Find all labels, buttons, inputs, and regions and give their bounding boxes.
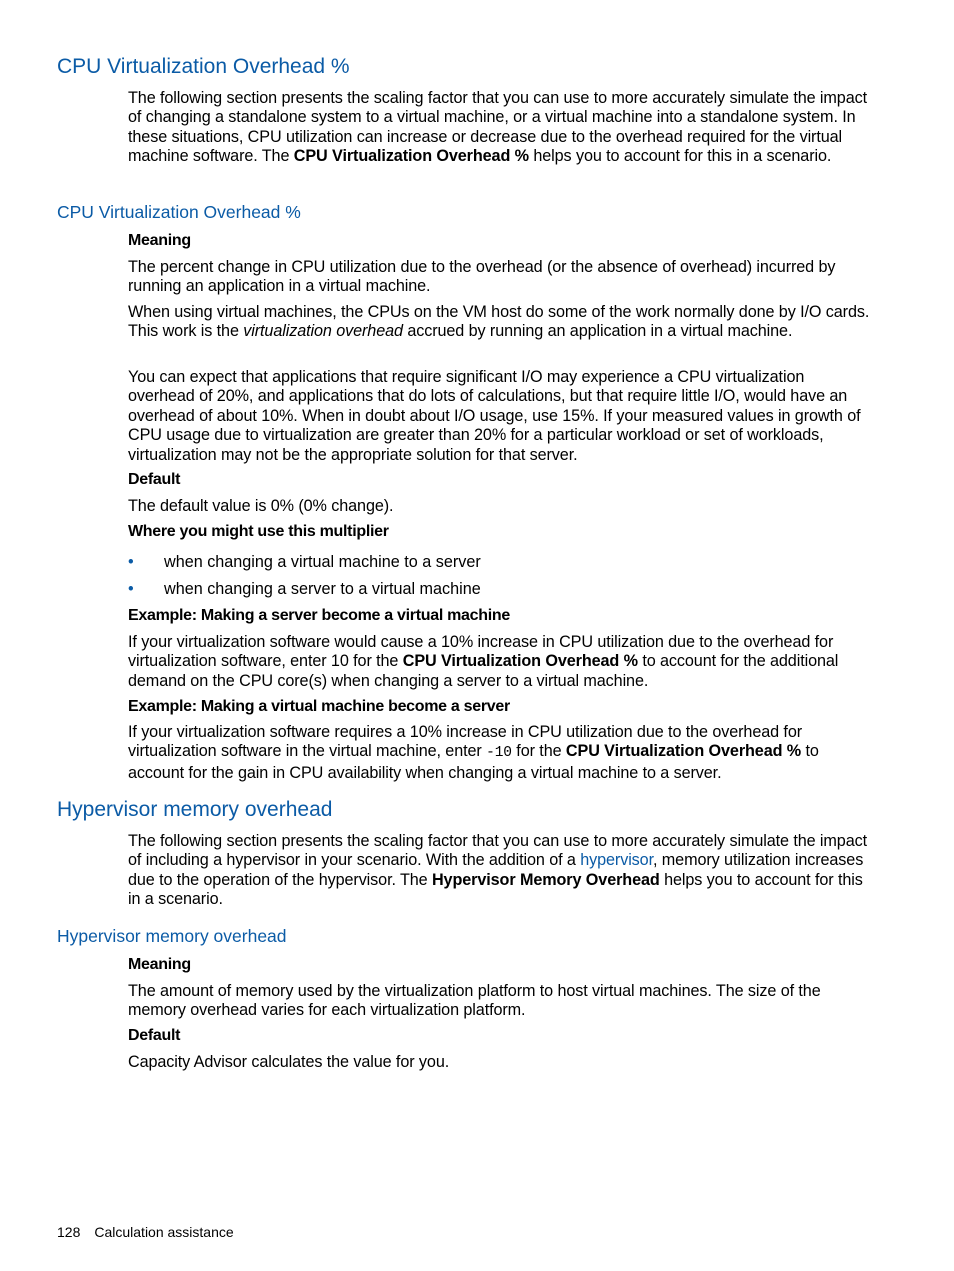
meaning-paragraph-3: You can expect that applications that require significant I/O may experience a CPU virtualization overhead of 20%, and applications that do lots of calculations, but that require little I/O, would have an overhead of about 10%. When in doubt about I/O usage, use 15%. If your measured values in growth of CPU usage due to virtualization are greater than 20% for a particular workload or set of workloads, virtualization may not be the appropriate solution for that server.: [128, 368, 861, 464]
example1-paragraph: If your virtualization software would cause a 10% increase in CPU utilization due to the overhead for virtualization software, enter 10 for the CPU Virtualization Overhead % to account for the additional demand on the CPU core(s) when changing a server to a virtual machine.: [128, 633, 839, 690]
hypervisor-link[interactable]: hypervisor: [580, 851, 653, 870]
document-page: CPU Virtualization Overhead % The following section presents the scaling factor that you can use to more accurately simulate the impact of changing a standalone system to a virtual machine, or a virtual machine into a standalone system. In these situations, CPU utilization can increase or decrease due to the overhead required for the virtual machine software. The CPU Virtualization Overhead % helps you to account for this in a scenario. CPU Virtualization Overhead % Meaning The percent change in CPU utilization due to the overhead (or the absence of overhead) incurred by running an application in a virtual machine. When using virtual machines, the CPUs on the VM host do some of the work normally done by I/O cards. This work is the virtualization overhead accrued by running an application in a virtual machine. You can expect that applications that require significant I/O may experience a CPU virtualization overhead of 20%, and applications that do lots of calculations, but that require little I/O, would have an overhead of about 10%. When in doubt about I/O usage, use 15%. If your measured values in growth of CPU usage due to virtualization are greater than 20% for a particular workload or set of workloads, virtualization may not be the appropriate solution for that server. Default The default value is 0% (0% change). Where you might use this multiplier • when changing a virtual machine to a server • when changing a server to a virtual machine Example: Making a server become a virtual machine If your virtualization software would cause a 10% increase in CPU utilization due to the overhead for virtualization software, enter 10 for the CPU Virtualization Overhead % to account for the additional demand on the CPU core(s) when changing a server to a virtual machine. Example: Making a virtual machine become a server If your virtualization software requires a 10% increase in CPU utilization due to the overhead for virtualization software in the virtual machine, enter -10 for the CPU Virtualization Overhead % to account for the gain in CPU availability when changing a virtual machine to a server. Hypervisor memory overhead The following section presents the scaling factor that you can use to more accurately simulate the impact of including a hypervisor in your scenario. With the addition of a hypervisor, memory utilization increases due to the operation of the hypervisor. The Hypervisor Memory Overhead helps you to account for this in a scenario. Hypervisor memory overhead Meaning The amount of memory used by the virtualization platform to host virtual machines. The size of the memory overhead varies for each virtualization platform. Default Capacity Advisor calculates the value for you. 128 Calculation assistance: [0, 0, 954, 1271]
hypervisor-default-text: Capacity Advisor calculates the value for you.: [128, 1053, 450, 1071]
bullet-icon: •: [128, 553, 134, 571]
bullet-icon: •: [128, 580, 134, 598]
where-label: Where you might use this multiplier: [128, 523, 389, 540]
page-footer: [57, 1223, 248, 1241]
example2-paragraph: If your virtualization software requires a 10% increase in CPU utilization due to the overhead for virtualization software in the virtual machine, enter -10 for the CPU Virtualization Overhead % to account for the gain in CPU availability when changing a virtual machine to a server.: [128, 723, 819, 782]
example1-label: Example: Making a server become a virtual machine: [128, 607, 510, 624]
meaning-label: Meaning: [128, 232, 191, 249]
meaning-paragraph-2: When using virtual machines, the CPUs on the VM host do some of the work normally done by I/O cards. This work is the virtualization overhead accrued by running an application in a virtual machine.: [128, 303, 870, 341]
hypervisor-intro: The following section presents the scaling factor that you can use to more accurately simulate the impact of including a hypervisor in your scenario. With the addition of a hypervisor, memory utilization increases due to the operation of the hypervisor. The Hypervisor Memory Overhead helps you to account for this in a scenario.: [128, 832, 868, 909]
hypervisor-meaning-text: The amount of memory used by the virtualization platform to host virtual machines. The size of the memory overhead varies for each virtualization platform.: [128, 982, 821, 1020]
section-heading-cpu-overhead: CPU Virtualization Overhead %: [57, 55, 350, 78]
meaning-label: Meaning: [128, 956, 191, 973]
section-heading-hypervisor-memory: Hypervisor memory overhead: [57, 798, 333, 821]
example2-label: Example: Making a virtual machine become a server: [128, 698, 510, 715]
page-number: 128: [57, 1224, 81, 1240]
default-label: Default: [128, 471, 181, 488]
code-value: -10: [486, 745, 512, 762]
subheading-cpu-overhead: CPU Virtualization Overhead %: [57, 202, 301, 222]
subheading-hypervisor-memory: Hypervisor memory overhead: [57, 926, 287, 946]
meaning-paragraph-1: The percent change in CPU utilization due to the overhead (or the absence of overhead) incurred by running an application in a virtual machine.: [128, 258, 836, 296]
footer-section-name: Calculation assistance: [94, 1224, 234, 1240]
default-text: The default value is 0% (0% change).: [128, 497, 394, 515]
default-label: Default: [128, 1027, 181, 1044]
cpu-overhead-intro: The following section presents the scaling factor that you can use to more accurately simulate the impact of changing a standalone system to a virtual machine, or a virtual machine into a standalone system. In these situations, CPU utilization can increase or decrease due to the overhead required for the virtual machine software. The CPU Virtualization Overhead % helps you to account for this in a scenario.: [128, 89, 868, 166]
